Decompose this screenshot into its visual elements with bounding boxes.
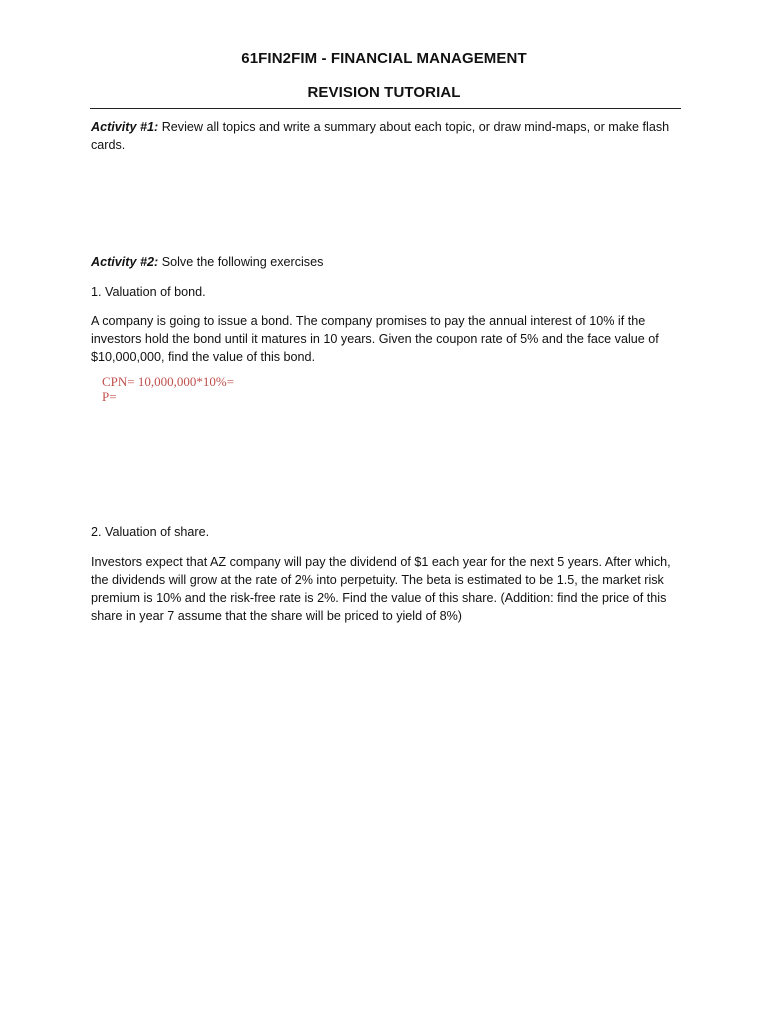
document-subtitle: REVISION TUTORIAL bbox=[307, 84, 461, 101]
activity-2-paragraph bbox=[91, 253, 683, 271]
question-1-heading: 1. Valuation of bond. bbox=[91, 285, 206, 299]
activity-1-label: Activity #1: bbox=[91, 120, 159, 134]
question-1-answer-coupon: CPN= 10,000,000*10%= bbox=[102, 374, 235, 389]
question-1-answer-price: P= bbox=[102, 389, 117, 404]
course-title: 61FIN2FIM - FINANCIAL MANAGEMENT bbox=[241, 50, 527, 67]
header-divider bbox=[90, 108, 681, 109]
activity-1-paragraph bbox=[91, 118, 683, 154]
activity-2-label: Activity #2: bbox=[91, 255, 159, 269]
question-2-body: Investors expect that AZ company will pay the dividend of $1 each year for the next 5 years. After which, the dividends will grow at the rate of 2% into perpetuity. The beta is estimated to be 1.5, the market risk premium is 10% and the risk-free rate is 2%. Find the value of this share. (Addition: find the price of this share in year 7 assume that the share will be priced to yield of 8%) bbox=[91, 555, 671, 623]
activity-2-text: Solve the following exercises bbox=[158, 255, 324, 269]
question-1-body: A company is going to issue a bond. The company promises to pay the annual interest of 10% if the investors hold the bond until it matures in 10 years. Given the coupon rate of 5% and the face value of $10,000,000, find the value of this bond. bbox=[91, 314, 659, 364]
activity-1-text: Review all topics and write a summary about each topic, or draw mind-maps, or make flash cards. bbox=[91, 120, 670, 152]
question-2-heading: 2. Valuation of share. bbox=[91, 525, 210, 539]
